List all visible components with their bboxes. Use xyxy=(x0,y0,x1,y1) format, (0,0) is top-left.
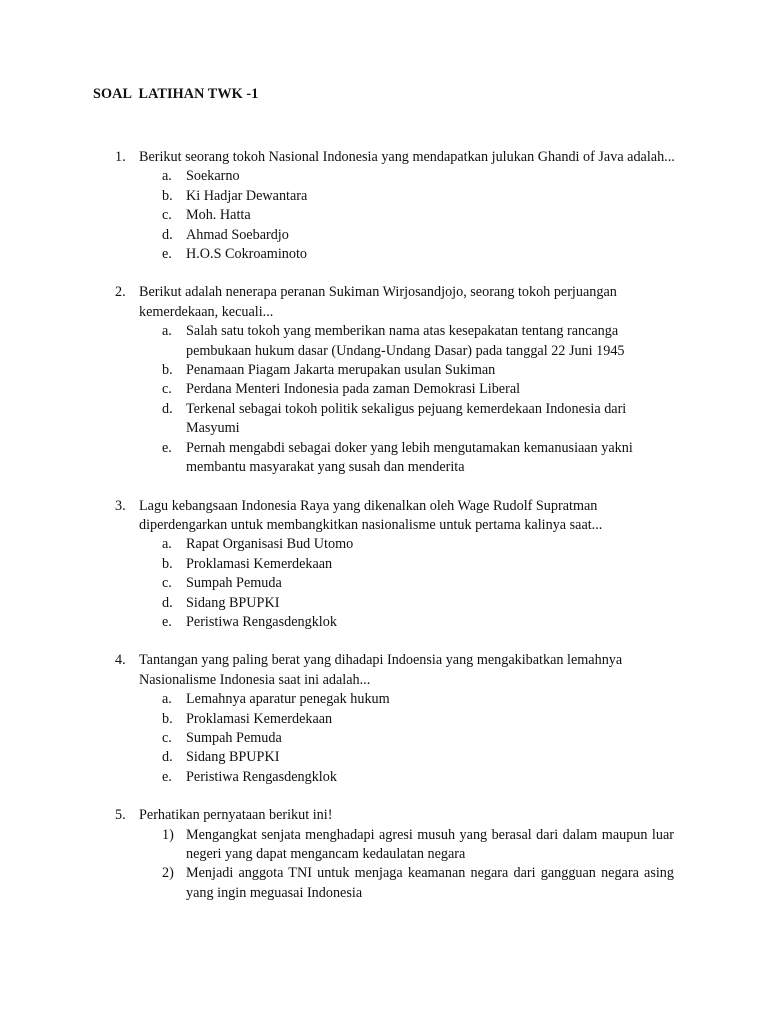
option-label: a. xyxy=(162,323,172,340)
option-label: d. xyxy=(162,594,173,611)
option-label: b. xyxy=(162,362,173,379)
statement-label: 1) xyxy=(162,826,174,843)
option-text: Lemahnya aparatur penegak hukum xyxy=(186,691,390,708)
option-text: Terkenal sebagai tokoh politik sekaligus pejuang kemerdekaan Indonesia dari Masyumi xyxy=(186,400,627,437)
question-item xyxy=(0,148,768,264)
question-number: 5. xyxy=(115,807,126,824)
option-text: Peristiwa Rengasdengklok xyxy=(186,613,337,630)
option-label: a. xyxy=(162,168,172,185)
option-item xyxy=(0,710,768,729)
option-label: a. xyxy=(162,536,172,553)
option-text: Proklamasi Kemerdekaan xyxy=(186,710,333,727)
option-label: c. xyxy=(162,575,172,592)
option-item xyxy=(0,439,768,478)
option-item xyxy=(0,167,768,186)
question-text: Perhatikan pernyataan berikut ini! xyxy=(139,807,333,824)
statement-text: Mengangkat senjata menghadapi agresi musuh yang berasal dari dalam maupun luar negeri yang dapat mengancam kedaulatan negara xyxy=(186,826,674,862)
option-text: Sidang BPUPKI xyxy=(186,749,280,766)
option-item xyxy=(0,245,768,264)
option-label: d. xyxy=(162,226,173,243)
question-item xyxy=(0,651,768,787)
option-text: Sumpah Pemuda xyxy=(186,729,282,746)
option-text: Soekarno xyxy=(186,168,240,185)
question-list xyxy=(0,148,768,922)
option-list xyxy=(0,535,768,632)
question-text: Berikut adalah nenerapa peranan Sukiman Wirjosandjojo, seorang tokoh perjuangan kemerdekaan, kecuali... xyxy=(139,284,617,320)
option-item xyxy=(0,555,768,574)
option-text: Proklamasi Kemerdekaan xyxy=(186,555,333,572)
option-text: H.O.S Cokroaminoto xyxy=(186,246,307,263)
question-number: 4. xyxy=(115,652,126,669)
option-item xyxy=(0,574,768,593)
option-label: c. xyxy=(162,729,172,746)
option-list xyxy=(0,690,768,787)
option-item xyxy=(0,206,768,225)
option-label: d. xyxy=(162,749,173,766)
option-item xyxy=(0,729,768,748)
option-item xyxy=(0,768,768,787)
question-item xyxy=(0,283,768,477)
option-item xyxy=(0,322,768,361)
option-text: Sumpah Pemuda xyxy=(186,575,282,592)
statement-item xyxy=(0,864,768,903)
statement-item xyxy=(0,826,768,865)
statement-text: Menjadi anggota TNI untuk menjaga keamanan negara dari gangguan negara asing yang ingin meguasai Indonesia xyxy=(186,865,674,901)
option-item xyxy=(0,187,768,206)
option-item xyxy=(0,748,768,767)
statement-list xyxy=(0,826,768,904)
option-item xyxy=(0,613,768,632)
question-number: 3. xyxy=(115,497,126,514)
option-item xyxy=(0,594,768,613)
option-text: Pernah mengabdi sebagai doker yang lebih mengutamakan kemanusiaan yakni membantu masyarakat yang susah dan menderita xyxy=(186,439,633,476)
option-label: e. xyxy=(162,439,172,456)
option-text: Salah satu tokoh yang memberikan nama atas kesepakatan tentang rancanga pembukaan hukum dasar (Undang-Undang Dasar) pada tanggal 22 Juni 1945 xyxy=(186,323,625,359)
option-label: c. xyxy=(162,207,172,224)
option-label: e. xyxy=(162,613,172,630)
option-item xyxy=(0,226,768,245)
option-text: Perdana Menteri Indonesia pada zaman Demokrasi Liberal xyxy=(186,381,521,398)
option-label: e. xyxy=(162,768,172,785)
option-item xyxy=(0,361,768,380)
question-text: Berikut seorang tokoh Nasional Indonesia yang mendapatkan julukan Ghandi of Java adalah... xyxy=(139,149,675,165)
option-label: e. xyxy=(162,246,172,263)
option-label: b. xyxy=(162,555,173,572)
option-list xyxy=(0,322,768,477)
option-text: Peristiwa Rengasdengklok xyxy=(186,768,337,785)
document-title: SOAL LATIHAN TWK -1 xyxy=(93,86,259,102)
option-item xyxy=(0,690,768,709)
option-text: Rapat Organisasi Bud Utomo xyxy=(186,536,354,553)
question-item xyxy=(0,497,768,633)
option-list xyxy=(0,167,768,264)
option-label: c. xyxy=(162,381,172,398)
question-text: Lagu kebangsaan Indonesia Raya yang dikenalkan oleh Wage Rudolf Supratman diperdengarkan untuk membangkitkan nasionalisme untuk pertama kalinya saat... xyxy=(139,497,603,533)
option-item xyxy=(0,400,768,439)
question-number: 2. xyxy=(115,284,126,301)
option-text: Penamaan Piagam Jakarta merupakan usulan Sukiman xyxy=(186,362,496,379)
question-text: Tantangan yang paling berat yang dihadapi Indoensia yang mengakibatkan lemahnya Nasionalisme Indonesia saat ini adalah... xyxy=(139,652,623,688)
question-item xyxy=(0,806,768,903)
option-text: Ki Hadjar Dewantara xyxy=(186,187,308,204)
option-label: b. xyxy=(162,187,173,204)
option-text: Moh. Hatta xyxy=(186,207,251,224)
option-item xyxy=(0,380,768,399)
option-label: d. xyxy=(162,400,173,417)
statement-label: 2) xyxy=(162,865,174,882)
option-text: Sidang BPUPKI xyxy=(186,594,280,611)
option-text: Ahmad Soebardjo xyxy=(186,226,289,243)
question-number: 1. xyxy=(115,149,126,165)
option-label: b. xyxy=(162,710,173,727)
option-label: a. xyxy=(162,691,172,708)
option-item xyxy=(0,535,768,554)
